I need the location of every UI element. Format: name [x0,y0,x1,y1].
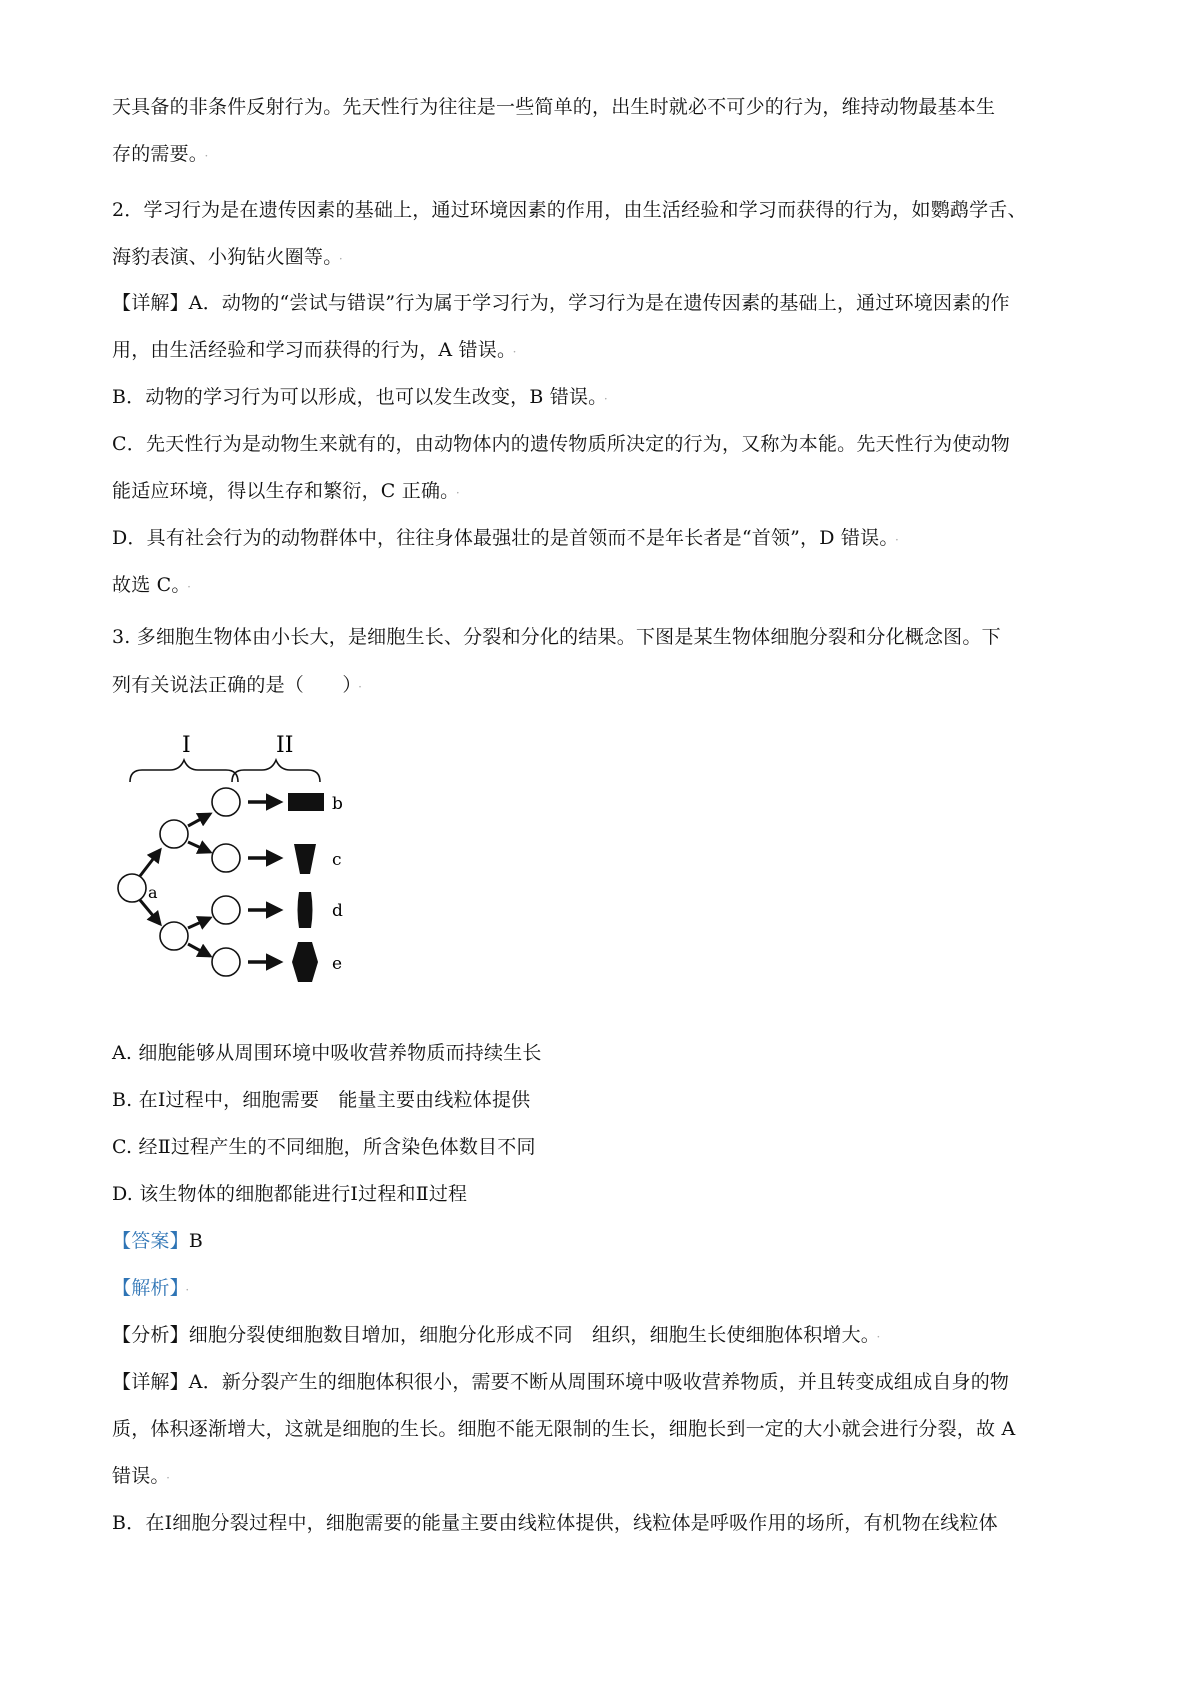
analysis-line: 【详解】A．新分裂产生的细胞体积很小，需要不断从周围环境中吸收营养物质，并且转变成组成自身的物 [112,1371,1010,1393]
text-line: 海豹表演、小狗钻火圈等。 · [112,246,343,268]
cell-gen3-4 [212,948,240,976]
cell-a [118,874,146,902]
analysis-label-line: 【解析】 · [112,1277,190,1299]
option-d: D. 该生物体的细胞都能进行Ⅰ过程和Ⅱ过程 [112,1183,468,1205]
brace-I [130,760,238,782]
cell-d-shape [298,892,313,928]
text-line: 【详解】A．动物的“尝试与错误”行为属于学习行为，学习行为是在遗传因素的基础上，通过环境因素的作 [112,292,1010,314]
answer-value: B [188,1230,203,1252]
option-c: C. 经Ⅱ过程产生的不同细胞，所含染色体数目不同 [112,1136,536,1158]
text-line: 列有关说法正确的是（ ） · [112,674,363,696]
cell-gen3-2 [212,844,240,872]
label-b: b [332,794,343,814]
cell-gen3-1 [212,788,240,816]
option-a: A. 细胞能够从周围环境中吸收营养物质而持续生长 [112,1042,542,1064]
text-line: 用，由生活经验和学习而获得的行为，A 错误。 · [112,339,517,361]
text-line: 能适应环境，得以生存和繁衍，C 正确。 · [112,480,460,502]
option-b: B. 在Ⅰ过程中，细胞需要 能量主要由线粒体提供 [112,1089,531,1111]
text-line: 3. 多细胞生物体由小长大，是细胞生长、分裂和分化的结果。下图是某生物体细胞分裂和分化概念图。下 [112,626,1001,648]
cell-c-shape [294,844,316,874]
cell-gen2-bottom [160,922,188,950]
text-line: 存的需要。 · [112,143,209,165]
answer-line [112,1228,203,1254]
text-line: 天具备的非条件反射行为。先天性行为往往是一些简单的，出生时就必不可少的行为，维持动物最基本生 [112,96,996,118]
label-e: e [332,954,343,974]
text-line: D．具有社会行为的动物群体中，往往身体最强壮的是首领而不是年长者是“首领”，D 错误。 · [112,527,900,549]
label-d: d [332,901,343,921]
label-c: c [332,850,342,870]
analysis-line: 【分析】细胞分裂使细胞数目增加，细胞分化形成不同 组织，细胞生长使细胞体积增大。 · [112,1324,881,1346]
brace-II [232,760,320,782]
text-line: B．动物的学习行为可以形成，也可以发生改变，B 错误。 · [112,386,608,408]
label-I: I [182,733,191,758]
answer-label: 【答案】 [112,1230,189,1252]
analysis-line: 质，体积逐渐增大，这就是细胞的生长。细胞不能无限制的生长，细胞长到一定的大小就会进行分裂，故 A [112,1418,1016,1440]
text-line: 2．学习行为是在遗传因素的基础上，通过环境因素的作用，由生活经验和学习而获得的行为，如鹦鹉学舌、 [112,199,1027,221]
label-a: a [148,883,158,902]
analysis-line: 错误。 · [112,1465,171,1487]
text-line: C．先天性行为是动物生来就有的，由动物体内的遗传物质所决定的行为，又称为本能。先天性行为使动物 [112,433,1010,455]
cell-division-diagram [108,722,388,1002]
cell-gen3-3 [212,896,240,924]
label-II: II [276,733,294,758]
differentiation-arrows [248,802,280,962]
analysis-label: 【解析】 [112,1277,180,1299]
cell-gen2-top [160,820,188,848]
analysis-line: B．在Ⅰ细胞分裂过程中，细胞需要的能量主要由线粒体提供，线粒体是呼吸作用的场所，有机物在线粒体 [112,1512,998,1534]
text-line: 故选 C。 · [112,574,192,596]
cell-e-shape [292,942,318,982]
cell-b-shape [288,793,324,811]
